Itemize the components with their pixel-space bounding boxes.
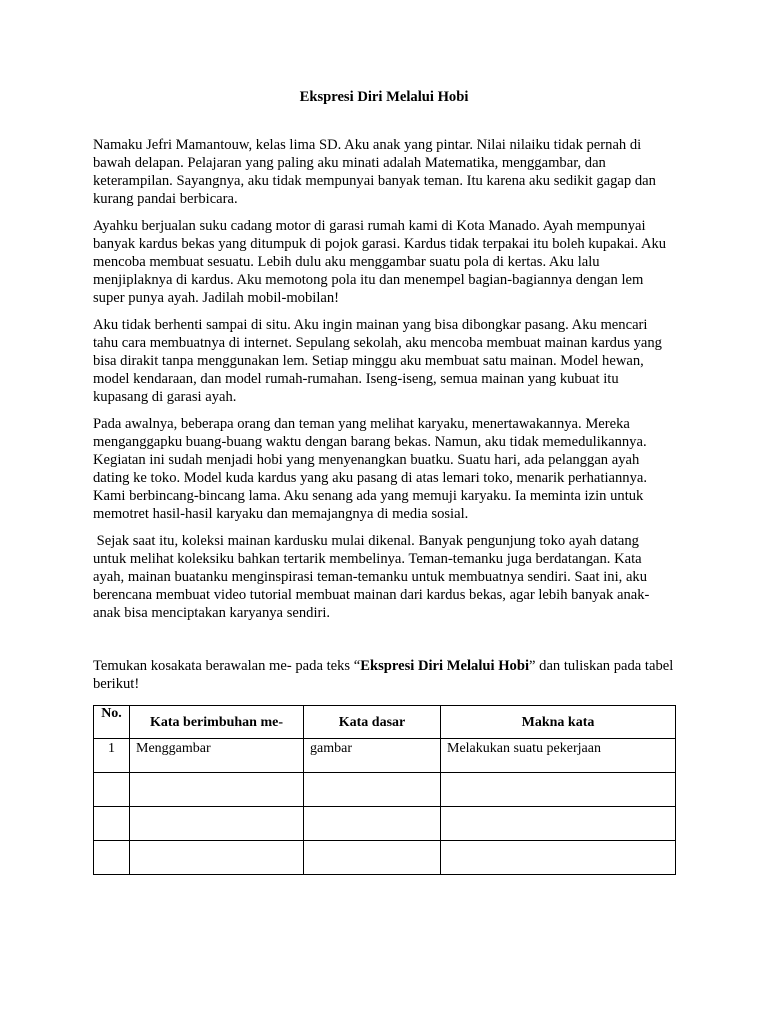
cell-kata-berimbuhan[interactable] — [130, 840, 304, 874]
header-no: No. — [94, 705, 130, 738]
table-row — [94, 772, 676, 806]
cell-kata-berimbuhan[interactable] — [130, 806, 304, 840]
cell-kata-berimbuhan[interactable]: Menggambar — [130, 738, 304, 772]
vocabulary-table — [93, 705, 676, 875]
cell-makna-kata[interactable]: Melakukan suatu pekerjaan — [441, 738, 676, 772]
cell-makna-kata[interactable] — [441, 840, 676, 874]
spacer — [93, 622, 675, 657]
cell-makna-kata[interactable] — [441, 772, 676, 806]
cell-kata-dasar[interactable] — [304, 806, 441, 840]
paragraph-2: Ayahku berjualan suku cadang motor di garasi rumah kami di Kota Manado. Ayah mempunyai banyak kardus bekas yang ditumpuk di pojok garasi. Kardus tidak terpakai itu boleh kupakai. Aku mencoba membuat sesuatu. Lebih dulu aku menggambar suatu pola di kertas. Aku lalu menjiplaknya di kardus. Aku memotong pola itu dan menempel bagian-bagiannya dengan lem super punya ayah. Jadilah mobil-mobilan! — [93, 217, 667, 307]
exercise-instruction — [93, 657, 675, 693]
cell-no[interactable]: 1 — [94, 738, 130, 772]
cell-kata-dasar[interactable] — [304, 772, 441, 806]
paragraph-3: Aku tidak berhenti sampai di situ. Aku ingin mainan yang bisa dibongkar pasang. Aku mencari tahu cara membuatnya di internet. Sepulang sekolah, aku mencoba membuat mainan kardus yang bisa dirakit tanpa menggunakan lem. Setiap minggu aku membuat satu mainan. Model hewan, model kendaraan, dan model rumah-rumahan. Iseng-iseng, semua mainan yang kubuat itu kupasang di garasi ayah. — [93, 316, 662, 406]
paragraph-1: Namaku Jefri Mamantouw, kelas lima SD. Aku anak yang pintar. Nilai nilaiku tidak pernah di bawah delapan. Pelajaran yang paling aku minati adalah Matematika, menggambar, dan keterampilan. Sayangnya, aku tidak mempunyai banyak teman. Itu karena aku sedikit gagap dan kurang pandai berbicara. — [93, 137, 656, 208]
paragraph-4: Pada awalnya, beberapa orang dan teman yang melihat karyaku, menertawakannya. Mereka menganggapku buang-buang waktu dengan barang bekas. Namun, aku tidak memedulikannya. Kegiatan ini sudah menjadi hobi yang menyenangkan buatku. Suatu hari, ada pelanggan ayah dating ke toko. Model kuda kardus yang aku pasang di atas lemari toko, menarik perhatiannya. Kami berbincang-bincang lama. Aku senang ada yang memuji karyaku. Ia meminta izin untuk memotret hasil-hasil karyaku dan memajangnya di media sosial. — [93, 415, 647, 523]
instruction-text-before: Temukan kosakata berawalan me- pada teks “ — [93, 658, 361, 675]
cell-kata-dasar[interactable]: gambar — [304, 738, 441, 772]
table-row — [94, 806, 676, 840]
paragraph-5: Sejak saat itu, koleksi mainan kardusku mulai dikenal. Banyak pengunjung toko ayah datang untuk melihat koleksiku bahkan tertarik membelinya. Teman-temanku juga berdatangan. Kata ayah, mainan buatanku menginspirasi teman-temanku untuk membuatnya sendiri. Saat ini, aku berencana membuat video tutorial membuat mainan dari kardus bekas, agar lebih banyak anak-anak bisa menciptakan karyanya sendiri. — [93, 532, 651, 622]
instruction-text-bold: Ekspresi Diri Melalui Hobi — [360, 658, 530, 675]
table-header-row — [94, 705, 676, 738]
cell-kata-dasar[interactable] — [304, 840, 441, 874]
header-kata-berimbuhan: Kata berimbuhan me- — [130, 705, 304, 738]
cell-no[interactable] — [94, 840, 130, 874]
cell-no[interactable] — [94, 806, 130, 840]
header-makna-kata: Makna kata — [441, 705, 676, 738]
document-title: Ekspresi Diri Melalui Hobi — [299, 89, 469, 105]
cell-makna-kata[interactable] — [441, 806, 676, 840]
table-row — [94, 840, 676, 874]
table-row — [94, 738, 676, 772]
cell-kata-berimbuhan[interactable] — [130, 772, 304, 806]
header-kata-dasar: Kata dasar — [304, 705, 441, 738]
instruction-text-after: ” dan tuliskan pada tabel berikut! — [93, 658, 674, 693]
cell-no[interactable] — [94, 772, 130, 806]
